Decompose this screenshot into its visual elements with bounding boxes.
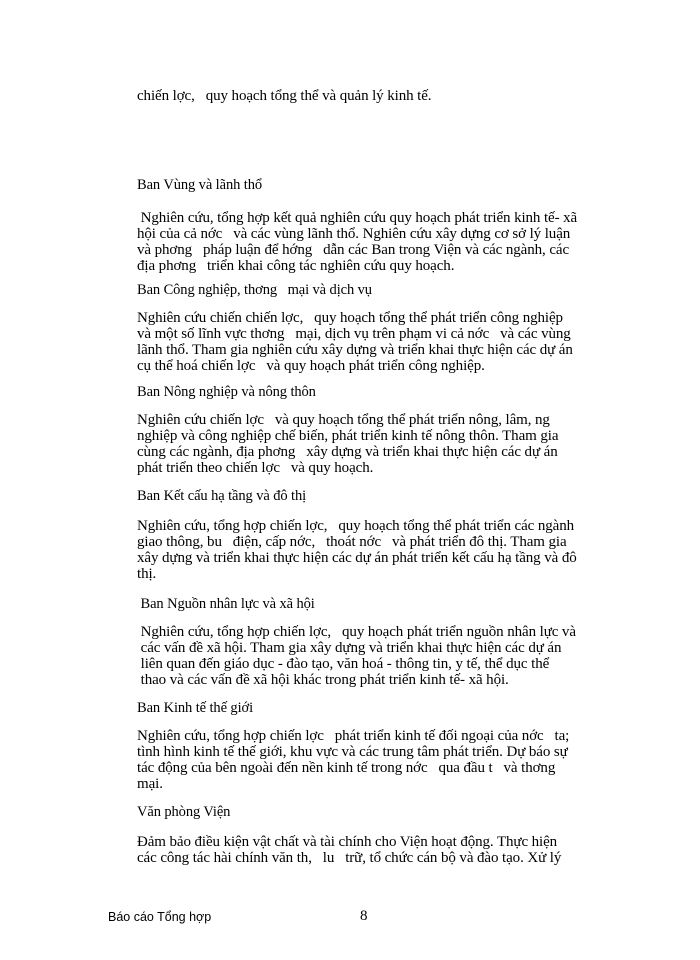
section-title: Ban Nguồn nhân lực và xã hội xyxy=(137,596,315,612)
section-title: Ban Vùng và lãnh thổ xyxy=(137,177,262,193)
paragraph-line: Nghiên cứu chiến chiến lợc, quy hoạch tổng thể phát triển công nghiệp xyxy=(137,310,563,326)
paragraph-line: Nghiên cứu, tổng hợp chiến lợc phát triển kinh tế đối ngoại của nớc ta; xyxy=(137,728,570,744)
paragraph-line: giao thông, bu điện, cấp nớc, thoát nớc và phát triển đô thị. Tham gia xyxy=(137,534,567,550)
paragraph-line: thị. xyxy=(137,566,157,582)
paragraph-line: và một số lĩnh vực thơng mại, dịch vụ trên phạm vi cả nớc và các vùng xyxy=(137,326,571,342)
paragraph-line: liên quan đến giáo dục - đào tạo, văn hoá - thông tin, y tế, thể dục thể xyxy=(137,656,550,672)
page-number: 8 xyxy=(360,908,368,924)
paragraph-line: thao và các vấn đề xã hội khác trong phát triển kinh tế- xã hội. xyxy=(137,672,509,688)
footer-label: Báo cáo Tổng hợp xyxy=(108,910,212,924)
paragraph-line: các công tác hài chính văn th, lu trữ, tổ chức cán bộ và đào tạo. Xử lý xyxy=(137,850,562,866)
paragraph-line: và phơng pháp luận để hớng dẫn các Ban trong Viện và các ngành, các xyxy=(137,242,570,258)
section-title: Ban Kinh tế thế giới xyxy=(137,700,254,716)
section-title: Văn phòng Viện xyxy=(137,804,231,820)
paragraph-line: Nghiên cứu, tổng hợp chiến lợc, quy hoạch phát triển nguồn nhân lực và xyxy=(137,624,576,640)
paragraph-line: Đảm bảo điều kiện vật chất và tài chính cho Viện hoạt động. Thực hiện xyxy=(137,834,558,850)
paragraph-line: tình hình kinh tế thế giới, khu vực và các trung tâm phát triển. Dự báo sự xyxy=(137,744,568,760)
section-title: Ban Công nghiệp, thơng mại và dịch vụ xyxy=(137,282,372,298)
paragraph-line: lãnh thổ. Tham gia nghiên cứu xây dựng và triển khai thực hiện các dự án xyxy=(137,342,573,358)
paragraph-line: hội của cả nớc và các vùng lãnh thổ. Nghiên cứu xây dựng cơ sở lý luận xyxy=(137,226,571,242)
paragraph-line: Nghiên cứu chiến lợc và quy hoạch tổng thể phát triển nông, lâm, ng xyxy=(137,412,550,428)
paragraph-line: cụ thể hoá chiến lợc và quy hoạch phát triển công nghiệp. xyxy=(137,358,485,374)
paragraph-line: Nghiên cứu, tổng hợp chiến lợc, quy hoạch tổng thể phát triển các ngành xyxy=(137,518,574,534)
paragraph-line: địa phơng triển khai công tác nghiên cứu quy hoạch. xyxy=(137,258,455,274)
section-title: Ban Nông nghiệp và nông thôn xyxy=(137,384,316,400)
paragraph-line: phát triển theo chiến lợc và quy hoạch. xyxy=(137,460,374,476)
paragraph-line: mại. xyxy=(137,776,163,792)
section-title: Ban Kết cấu hạ tầng và đô thị xyxy=(137,488,307,504)
paragraph-line: cùng các ngành, địa phơng xây dựng và triển khai thực hiện các dự án xyxy=(137,444,558,460)
intro-line: chiến lợc, quy hoạch tổng thể và quản lý kinh tế. xyxy=(137,88,432,104)
paragraph-line: các vấn đề xã hội. Tham gia xây dựng và triển khai thực hiện các dự án xyxy=(137,640,562,656)
paragraph-line: tác động của bên ngoài đến nền kinh tế trong nớc qua đầu t và thơng xyxy=(137,760,556,776)
paragraph-line: xây dựng và triển khai thực hiện các dự án phát triển kết cấu hạ tầng và đô xyxy=(137,550,577,566)
paragraph-line: Nghiên cứu, tổng hợp kết quả nghiên cứu quy hoạch phát triển kinh tế- xã xyxy=(137,210,578,226)
paragraph-line: nghiệp và công nghiệp chế biến, phát triển kinh tế nông thôn. Tham gia xyxy=(137,428,559,444)
